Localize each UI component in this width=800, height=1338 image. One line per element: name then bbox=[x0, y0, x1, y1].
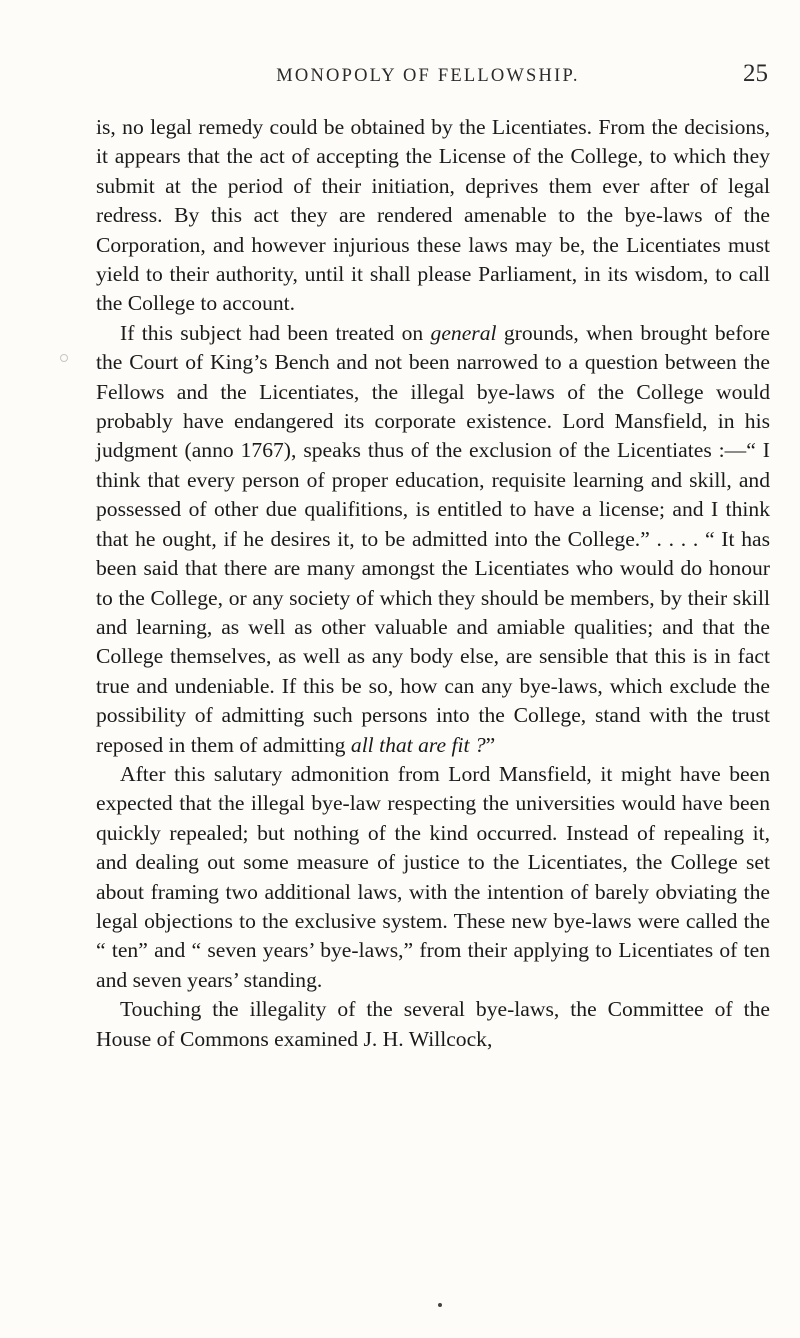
text-run: If this subject had been treated on bbox=[120, 320, 431, 345]
paragraph bbox=[96, 319, 770, 760]
page-number: 25 bbox=[743, 60, 768, 87]
italic-text-run: general bbox=[430, 320, 497, 345]
text-run: is, no legal remedy could be obtained by the Licentiates. From the decisions, it appears that the act of accepting the License of the College, to which they submit at the period of their initiation, deprives them ever after of legal redress. By this act they are rendered amenable to the bye-laws of the Corporation, and however injurious these laws may be, the Licentiates must yield to their authority, until it shall please Parliament, in its wisdom, to call the College to account. bbox=[96, 115, 770, 316]
paragraph bbox=[96, 760, 770, 995]
page-header bbox=[88, 60, 768, 100]
italic-text-run: all that are fit ? bbox=[350, 732, 486, 757]
paragraph bbox=[96, 995, 770, 1054]
running-title: MONOPOLY OF FELLOWSHIP. bbox=[276, 66, 580, 86]
text-run: After this salutary admonition from Lord Mansfield, it might have been expected that the illegal bye-law respecting the universities would have been quickly repealed; but nothing of the kind occurred. Instead of repealing it, and dealing out some measure of justice to the Licentiates, the College set about framing two additional laws, with the intention of barely obviating the legal objections to the exclusive system. These new bye-laws were called the “ ten” and “ seven years’ bye-laws,” from their applying to Licentiates of ten and seven years’ standing. bbox=[96, 761, 770, 992]
paragraph bbox=[96, 113, 770, 319]
text-run: grounds, when brought before the Court of King’s Bench and not been narrowed to a question between the Fellows and the Licentiates, the illegal bye-laws of the College would probably have endangered its corporate existence. Lord Mansfield, in his judgment (anno 1767), speaks thus of the exclusion of the Licentiates :—“ I think that every person of proper education, requisite learning and skill, and possessed of other due qualifitions, is entitled to have a license; and I think that he ought, if he desires it, to be admitted into the College.” . . . . “ It has been said that there are many amongst the Licentiates who would do honour to the College, or any society of which they should be members, by their skill and learning, as well as other valuable and amiable qualities; and that the College themselves, as well as any body else, are sensible that this is in fact true and undeniable. If this be so, how can any bye-laws, which exclude the possibility of admitting such persons into the College, stand with the trust reposed in them of admitting bbox=[96, 320, 770, 757]
margin-mark bbox=[60, 354, 68, 362]
text-run: Touching the illegality of the several bye-laws, the Committee of the House of Commons examined J. H. Willcock, bbox=[96, 997, 770, 1051]
page-mark bbox=[438, 1303, 442, 1307]
text-run: ” bbox=[485, 732, 496, 757]
body-text bbox=[96, 113, 770, 1054]
